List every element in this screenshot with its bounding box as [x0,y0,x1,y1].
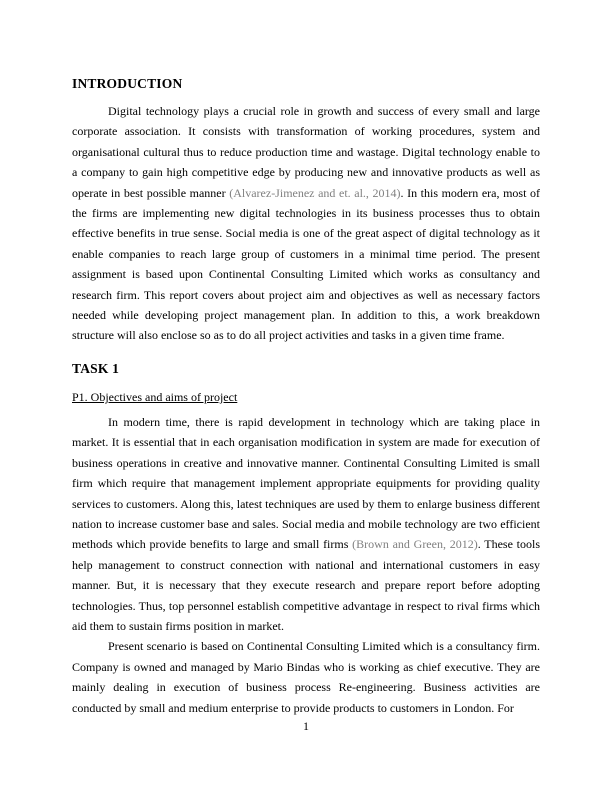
task1-paragraph-1 [72,412,540,636]
intro-paragraph-text-1: Digital technology plays a crucial role in growth and success of every small and large corporate association. It consists with transformation of working procedures, system and organisational cultural thus to reduce production time and wastage. Digital technology enable to a company to gain high competitive edge by producing new and innovative products as well as operate in best possible manner [72,104,540,200]
intro-paragraph [72,101,540,346]
p1-objectives-subheading: P1. Objectives and aims of project [72,389,238,404]
page-number: 1 [303,719,309,733]
task1-paragraph-1-text-2: . These tools help management to construct connection with national and international customers in easy manner. But, it is necessary that they execute research and prepare report before adopting technologies. Thus, top personnel establish competitive advantage in respect to rival firms which aid them to sustain firms position in market. [72,537,540,633]
intro-paragraph-text-2: . In this modern era, most of the firms are implementing new digital technologies in its business processes thus to obtain effective benefits in true sense. Social media is one of the great aspect of digital technology as it enable companies to reach large group of customers in a minimal time period. The present assignment is based upon Continental Consulting Limited which works as consultancy and research firm. This report covers about project aim and objectives as well as necessary factors needed while developing project management plan. In addition to this, a work breakdown structure will also enclose so as to do all project activities and tasks in a given time frame. [72,185,540,343]
citation-alvarez-jimenez: (Alvarez-Jimenez and et. al., 2014) [229,185,401,200]
task1-paragraph-1-text-1: In modern time, there is rapid development in technology which are taking place in market. It is essential that in each organisation modification in system are made for execution of business operations in creative and innovative manner. Continental Consulting Limited is small firm which require that management implement appropriate equipments for providing quality services to customers. Along this, latest techniques are used by them to enlarge business different nation to increase customer base and sales. Social media and mobile technology are two efficient methods which provide benefits to large and small firms [72,414,540,552]
citation-brown-green: (Brown and Green, 2012) [352,537,478,552]
task1-heading: TASK 1 [72,360,120,376]
task1-paragraph-2: Present scenario is based on Continental Consulting Limited which is a consultancy firm. Company is owned and managed by Mario Bindas who is working as chief executive. They are mainly dealing in execution of business process Re-engineering. Business activities are conducted by small and medium enterprise to provide products to customers in London. For [72,639,540,715]
page-content [72,76,540,718]
intro-heading: INTRODUCTION [72,76,183,91]
